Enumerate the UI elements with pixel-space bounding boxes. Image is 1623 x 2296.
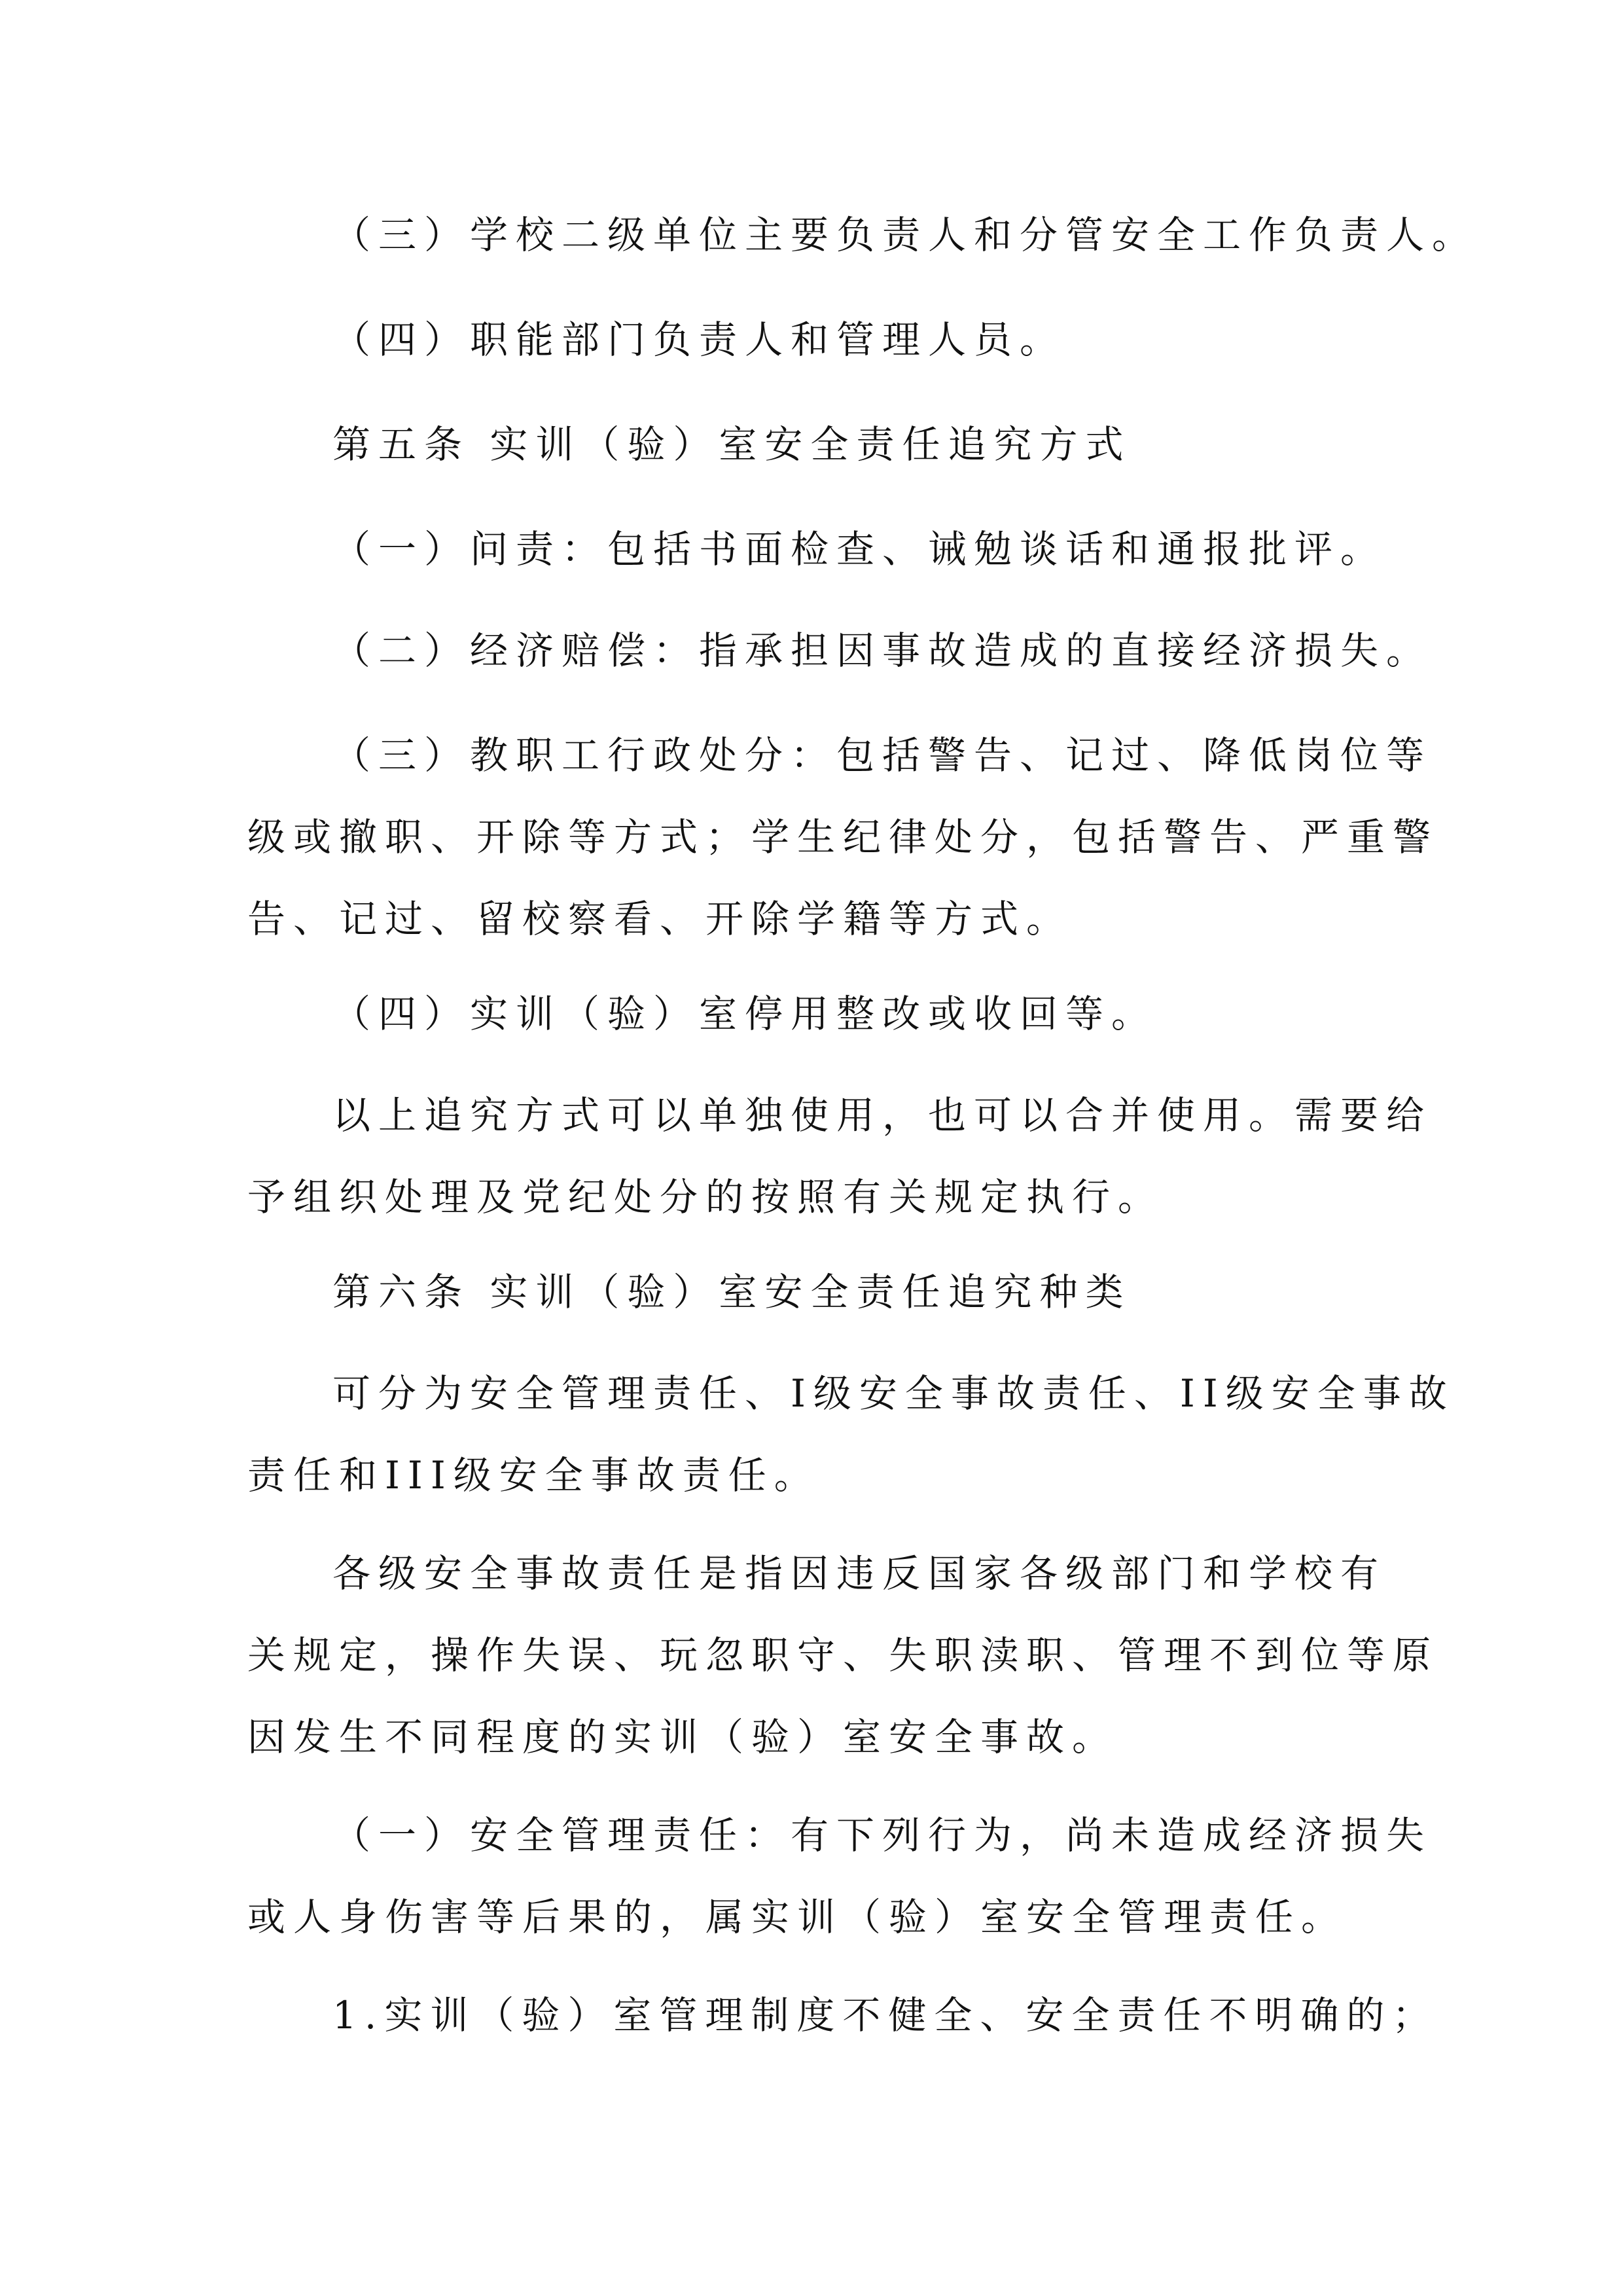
text-line-17: 因发生不同程度的实训（验）室安全事故。 [247,1715,1118,1759]
text-line-20: 1.实训（验）室管理制度不健全、安全责任不明确的； [332,1993,1438,2037]
text-line-13: 可分为安全管理责任、I级安全事故责任、II级安全事故 [332,1371,1455,1416]
text-line-15: 各级安全事故责任是指因违反国家各级部门和学校有 [332,1551,1387,1596]
text-line-11: 予组织处理及党纪处分的按照有关规定执行。 [247,1175,1164,1219]
article-heading-6: 第六条 实训（验）室安全责任追究种类 [332,1270,1132,1314]
text-line-18: （一）安全管理责任：有下列行为，尚未造成经济损失 [332,1813,1433,1857]
text-line-9: （四）实训（验）室停用整改或收回等。 [332,992,1158,1036]
text-line-8: 告、记过、留校察看、开除学籍等方式。 [247,897,1073,941]
text-line-7: 级或撤职、开除等方式；学生纪律处分，包括警告、严重警 [247,815,1439,859]
text-line-5: （二）经济赔偿：指承担因事故造成的直接经济损失。 [332,628,1433,673]
text-line-16: 关规定，操作失误、玩忽职守、失职渎职、管理不到位等原 [247,1633,1439,1677]
text-line-6: （三）教职工行政处分：包括警告、记过、降低岗位等 [332,733,1433,778]
text-line-14: 责任和III级安全事故责任。 [247,1453,820,1498]
text-line-19: 或人身伤害等后果的，属实训（验）室安全管理责任。 [247,1895,1347,1939]
text-line-2: （四）职能部门负责人和管理人员。 [332,317,1066,362]
article-heading-5: 第五条 实训（验）室安全责任追究方式 [332,422,1132,467]
text-line-10: 以上追究方式可以单独使用，也可以合并使用。需要给 [332,1093,1433,1138]
text-line-1: （三）学校二级单位主要负责人和分管安全工作负责人。 [332,213,1478,257]
text-line-4: （一）问责：包括书面检查、诫勉谈话和通报批评。 [332,527,1387,571]
